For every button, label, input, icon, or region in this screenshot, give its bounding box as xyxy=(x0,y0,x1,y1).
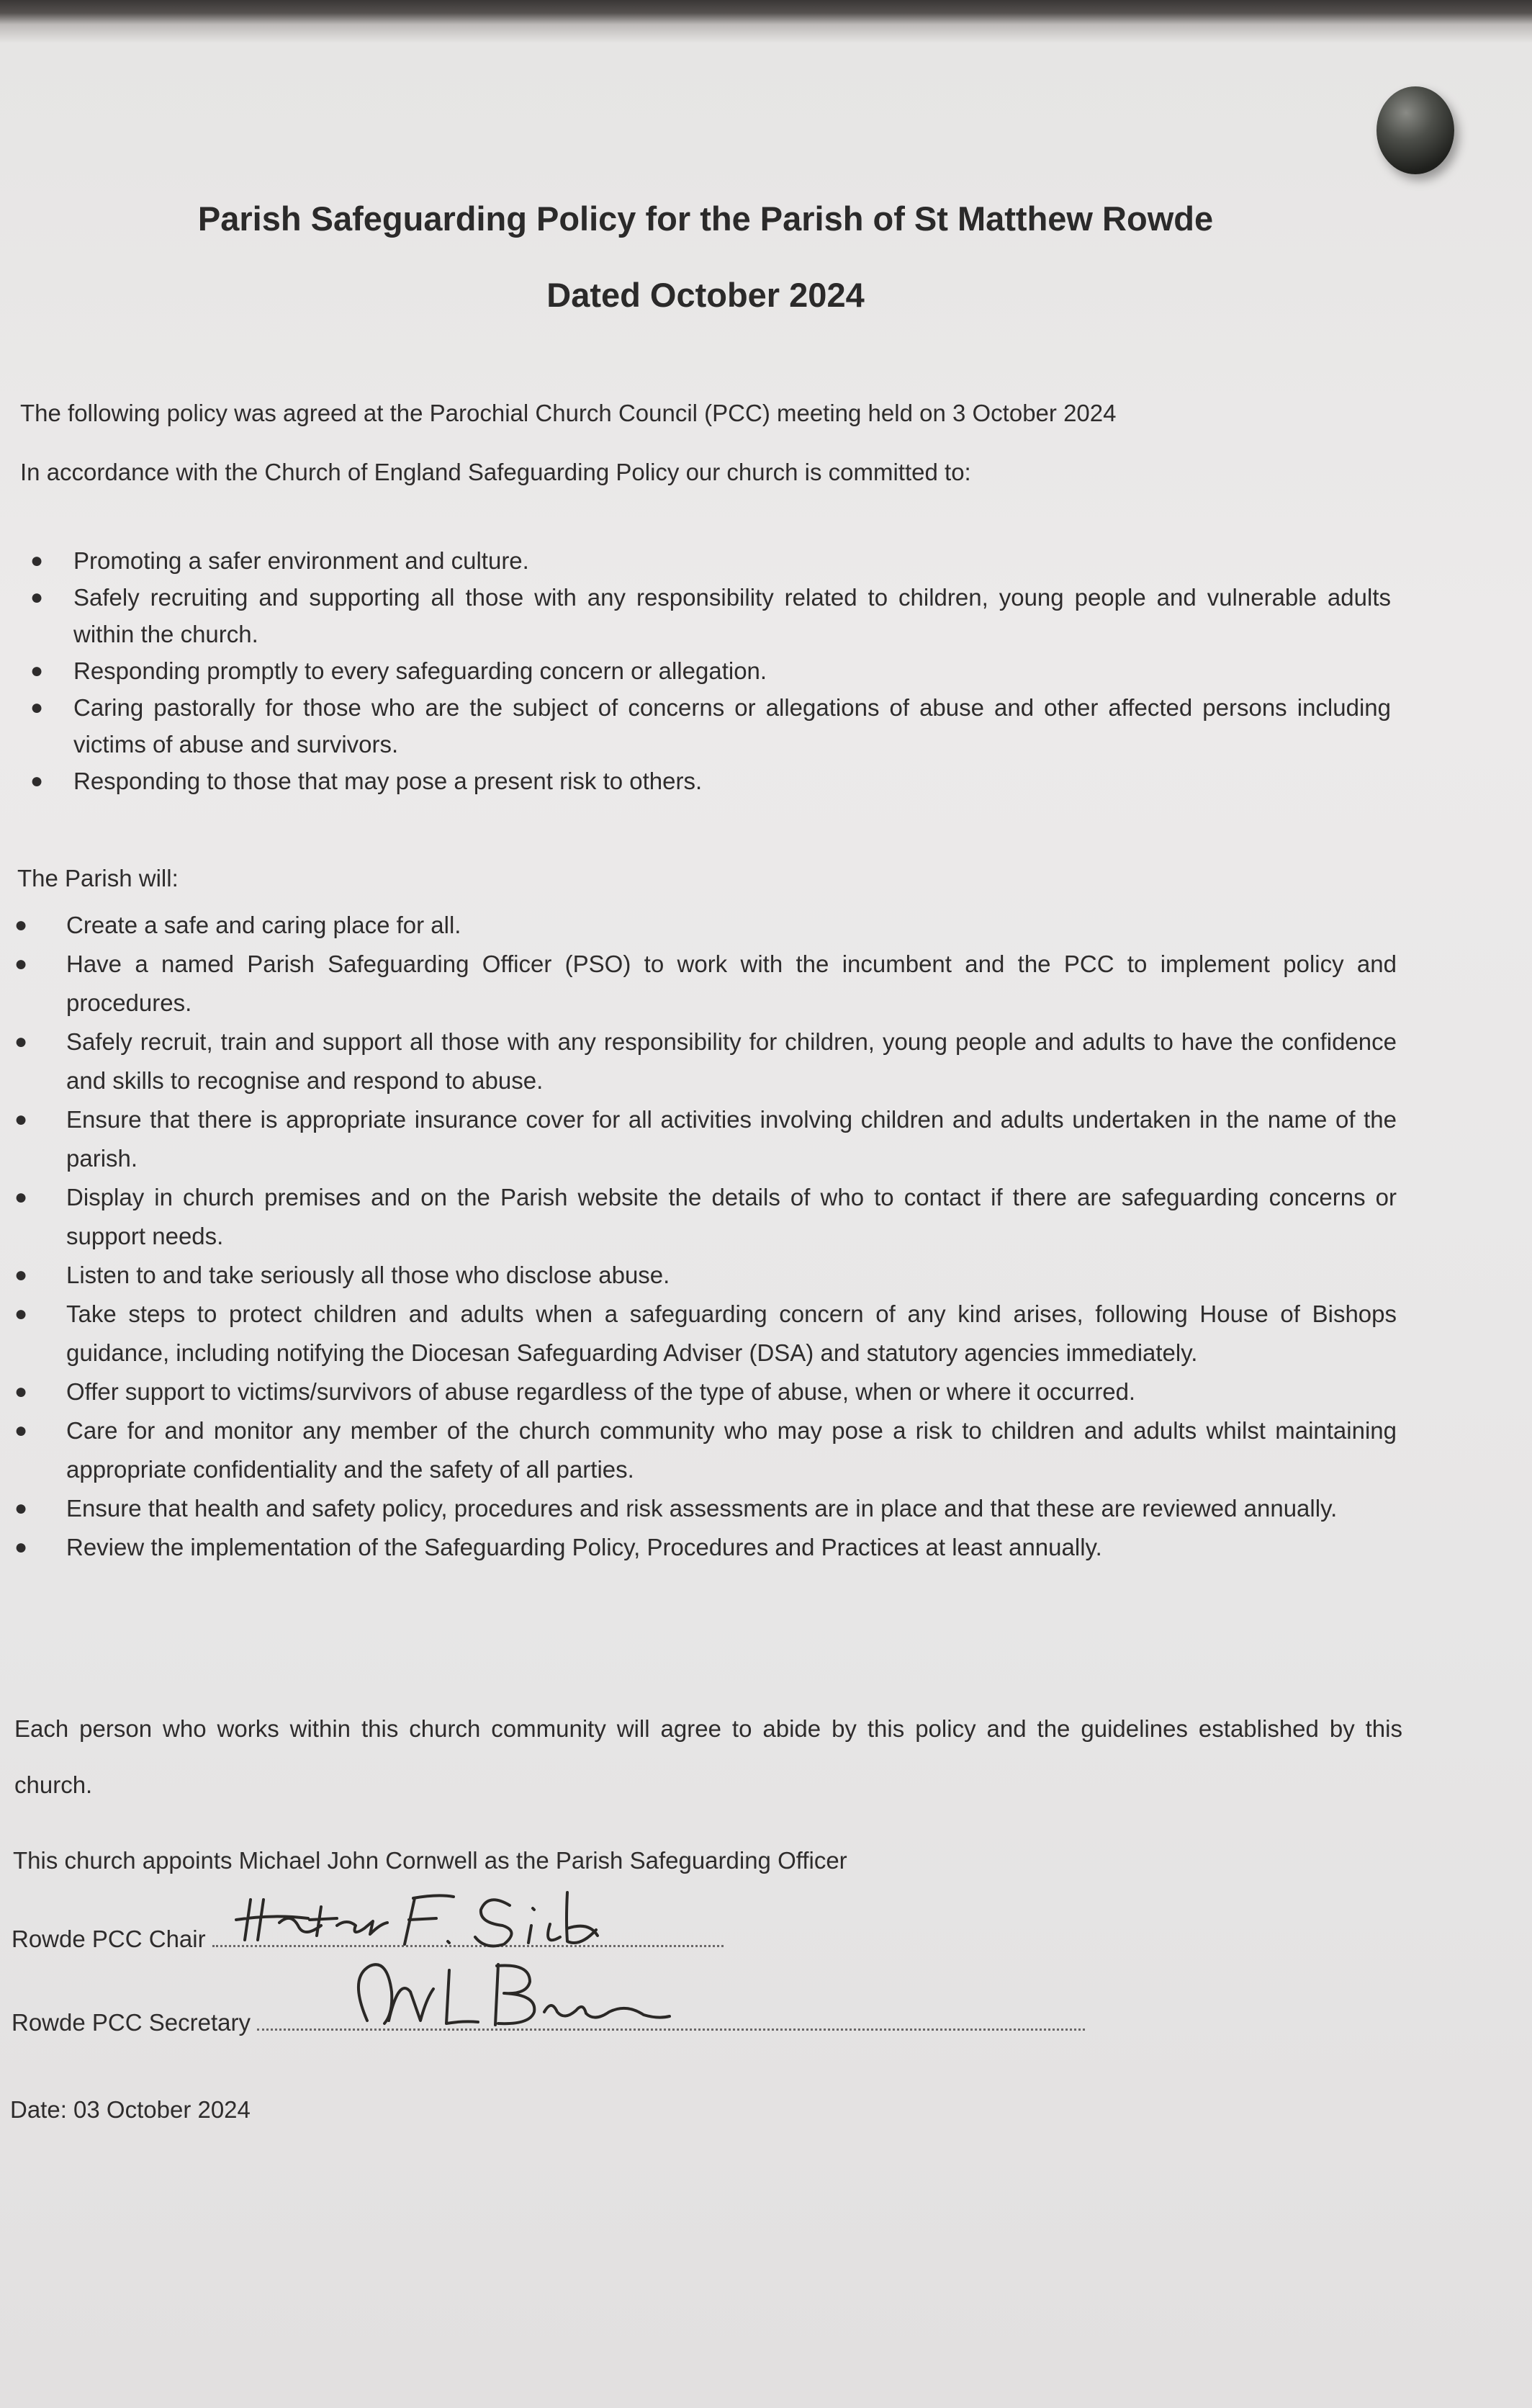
document-date-heading: Dated October 2024 xyxy=(546,276,865,314)
bullet-icon: ● xyxy=(14,913,28,937)
intro-agreed: The following policy was agreed at the Parochial Church Council (PCC) meeting held on 3 October 2024 xyxy=(20,400,1117,426)
bullet-icon: ● xyxy=(14,1108,28,1131)
list-item: ● Care for and monitor any member of the church community who may pose a risk to children and adults whilst maintaining appropriate confidentiality and the safety of all parties. xyxy=(14,1411,1397,1489)
list-item: ● Create a safe and caring place for all. xyxy=(14,906,1397,945)
closing-statement: Each person who works within this church community will agree to abide by this policy and the guidelines established by this church. xyxy=(14,1715,1402,1798)
bullet-icon: ● xyxy=(14,1496,28,1520)
bullet-icon: ● xyxy=(14,952,28,976)
list-item: ● Ensure that there is appropriate insurance cover for all activities involving children and adults undertaken in the name of the parish. xyxy=(14,1100,1397,1178)
list-item: ● Safely recruiting and supporting all those with any responsibility related to children, young people and vulnerable adults within the church. xyxy=(30,579,1391,652)
list-item: ● Safely recruit, train and support all those with any responsibility for children, young people and adults to have the confidence and skills to recognise and respond to abuse. xyxy=(14,1023,1397,1100)
list-item: ● Promoting a safer environment and culture. xyxy=(30,542,1391,579)
intro-accordance: In accordance with the Church of England Safeguarding Policy our church is committed to: xyxy=(20,459,971,485)
bullet-icon: ● xyxy=(30,696,44,719)
parish-will-heading: The Parish will: xyxy=(17,865,179,891)
signing-date: Date: 03 October 2024 xyxy=(10,2096,251,2123)
list-item: ● Responding to those that may pose a present risk to others. xyxy=(30,763,1391,799)
list-item: ● Offer support to victims/survivors of abuse regardless of the type of abuse, when or where it occurred. xyxy=(14,1373,1397,1411)
bullet-icon: ● xyxy=(14,1185,28,1209)
list-item: ● Display in church premises and on the Parish website the details of who to contact if there are safeguarding concerns or support needs. xyxy=(14,1178,1397,1256)
list-item: ● Caring pastorally for those who are the subject of concerns or allegations of abuse and other affected persons including victims of abuse and survivors. xyxy=(30,689,1391,763)
list-item: ● Responding promptly to every safeguarding concern or allegation. xyxy=(30,652,1391,689)
parish-will-list xyxy=(14,906,1397,1567)
chair-label: Rowde PCC Chair xyxy=(12,1926,206,1952)
secretary-signature xyxy=(341,1949,687,2042)
bullet-icon: ● xyxy=(30,769,44,793)
list-item: ● Have a named Parish Safeguarding Officer (PSO) to work with the incumbent and the PCC to implement policy and procedures. xyxy=(14,945,1397,1023)
bullet-icon: ● xyxy=(14,1419,28,1442)
document-title: Parish Safeguarding Policy for the Parish of St Matthew Rowde xyxy=(197,199,1214,238)
bullet-icon: ● xyxy=(30,585,44,609)
bullet-icon: ● xyxy=(14,1535,28,1559)
list-item: ● Review the implementation of the Safeguarding Policy, Procedures and Practices at least annually. xyxy=(14,1528,1397,1567)
list-item: ● Listen to and take seriously all those who disclose abuse. xyxy=(14,1256,1397,1295)
bullet-icon: ● xyxy=(14,1030,28,1054)
bullet-icon: ● xyxy=(14,1302,28,1326)
pushpin-icon xyxy=(1376,86,1454,174)
bullet-icon: ● xyxy=(30,549,44,572)
bullet-icon: ● xyxy=(14,1380,28,1403)
pso-appointment: This church appoints Michael John Cornwell as the Parish Safeguarding Officer xyxy=(13,1847,847,1874)
commitment-list xyxy=(30,542,1391,799)
secretary-label: Rowde PCC Secretary xyxy=(12,2009,251,2036)
bullet-icon: ● xyxy=(14,1263,28,1287)
chair-signature xyxy=(229,1878,661,1957)
list-item: ● Ensure that health and safety policy, procedures and risk assessments are in place and that these are reviewed annually. xyxy=(14,1489,1397,1528)
bullet-icon: ● xyxy=(30,659,44,683)
list-item: ● Take steps to protect children and adults when a safeguarding concern of any kind arises, following House of Bishops guidance, including notifying the Diocesan Safeguarding Adviser (DSA) and statutory agencies immediately. xyxy=(14,1295,1397,1373)
